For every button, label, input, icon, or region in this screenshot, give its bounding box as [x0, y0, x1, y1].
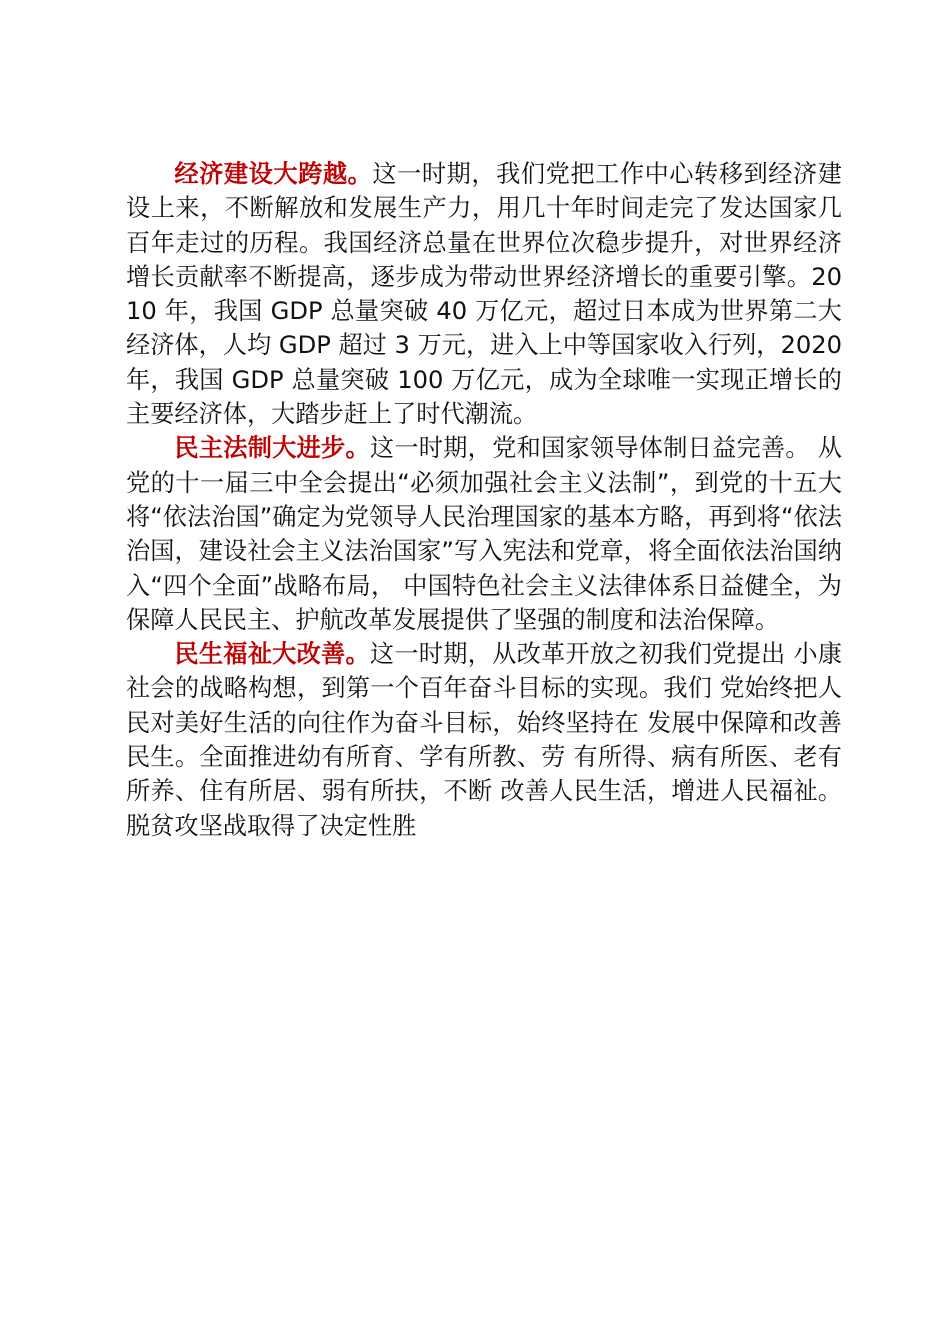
- paragraph-lead-heading: 民生福祉大改善。: [174, 640, 370, 669]
- paragraph-body-text: 这一时期，党和国家领导体制日益完善。 从党的十一届三中全会提出“必须加强社会主义法制”，到党的十五大将“依法治国”确定为党领导人民治理国家的基本方略，再到将“依法治国，建设社会主义法治国家”写入宪法和党章，将全面依法治国纳入“四个全面”战略布局， 中国特色社会主义法律体系日益健全，为保障人民民主、护航改革发展提供了坚强的制度和法治保障。: [126, 434, 842, 634]
- paragraph-economic-construction: [126, 157, 842, 431]
- document-body: [126, 157, 842, 843]
- paragraph-livelihood-welfare: [126, 637, 842, 843]
- paragraph-lead-heading: 民主法制大进步。: [174, 434, 370, 463]
- paragraph-body-text: 这一时期，从改革开放之初我们党提出 小康社会的战略构想，到第一个百年奋斗目标的实现。我们 党始终把人民对美好生活的向往作为奋斗目标，始终坚持在 发展中保障和改善民生。全面推进幼有所育、学有所教、劳 有所得、病有所医、老有所养、住有所居、弱有所扶，不断 改善人民生活，增进人民福祉。脱贫攻坚战取得了决定性胜: [126, 640, 842, 840]
- paragraph-democracy-law: [126, 431, 842, 637]
- paragraph-lead-heading: 经济建设大跨越。: [174, 160, 373, 188]
- paragraph-body-text: 这一时期，我们党把工作中心转移到经济建设上来，不断解放和发展生产力，用几十年时间走完了发达国家几百年走过的历程。我国经济总量在世界位次稳步提升，对世界经济增长贡献率不断提高，逐步成为带动世界经济增长的重要引擎。2010 年，我国 GDP 总量突破 40 万亿元，超过日本成为世界第二大经济体，人均 GDP 超过 3 万元，进入上中等国家收入行列，2020 年，我国 GDP 总量突破 100 万亿元，成为全球唯一实现正增长的主要经济体，大踏步赶上了时代潮流。: [126, 160, 842, 429]
